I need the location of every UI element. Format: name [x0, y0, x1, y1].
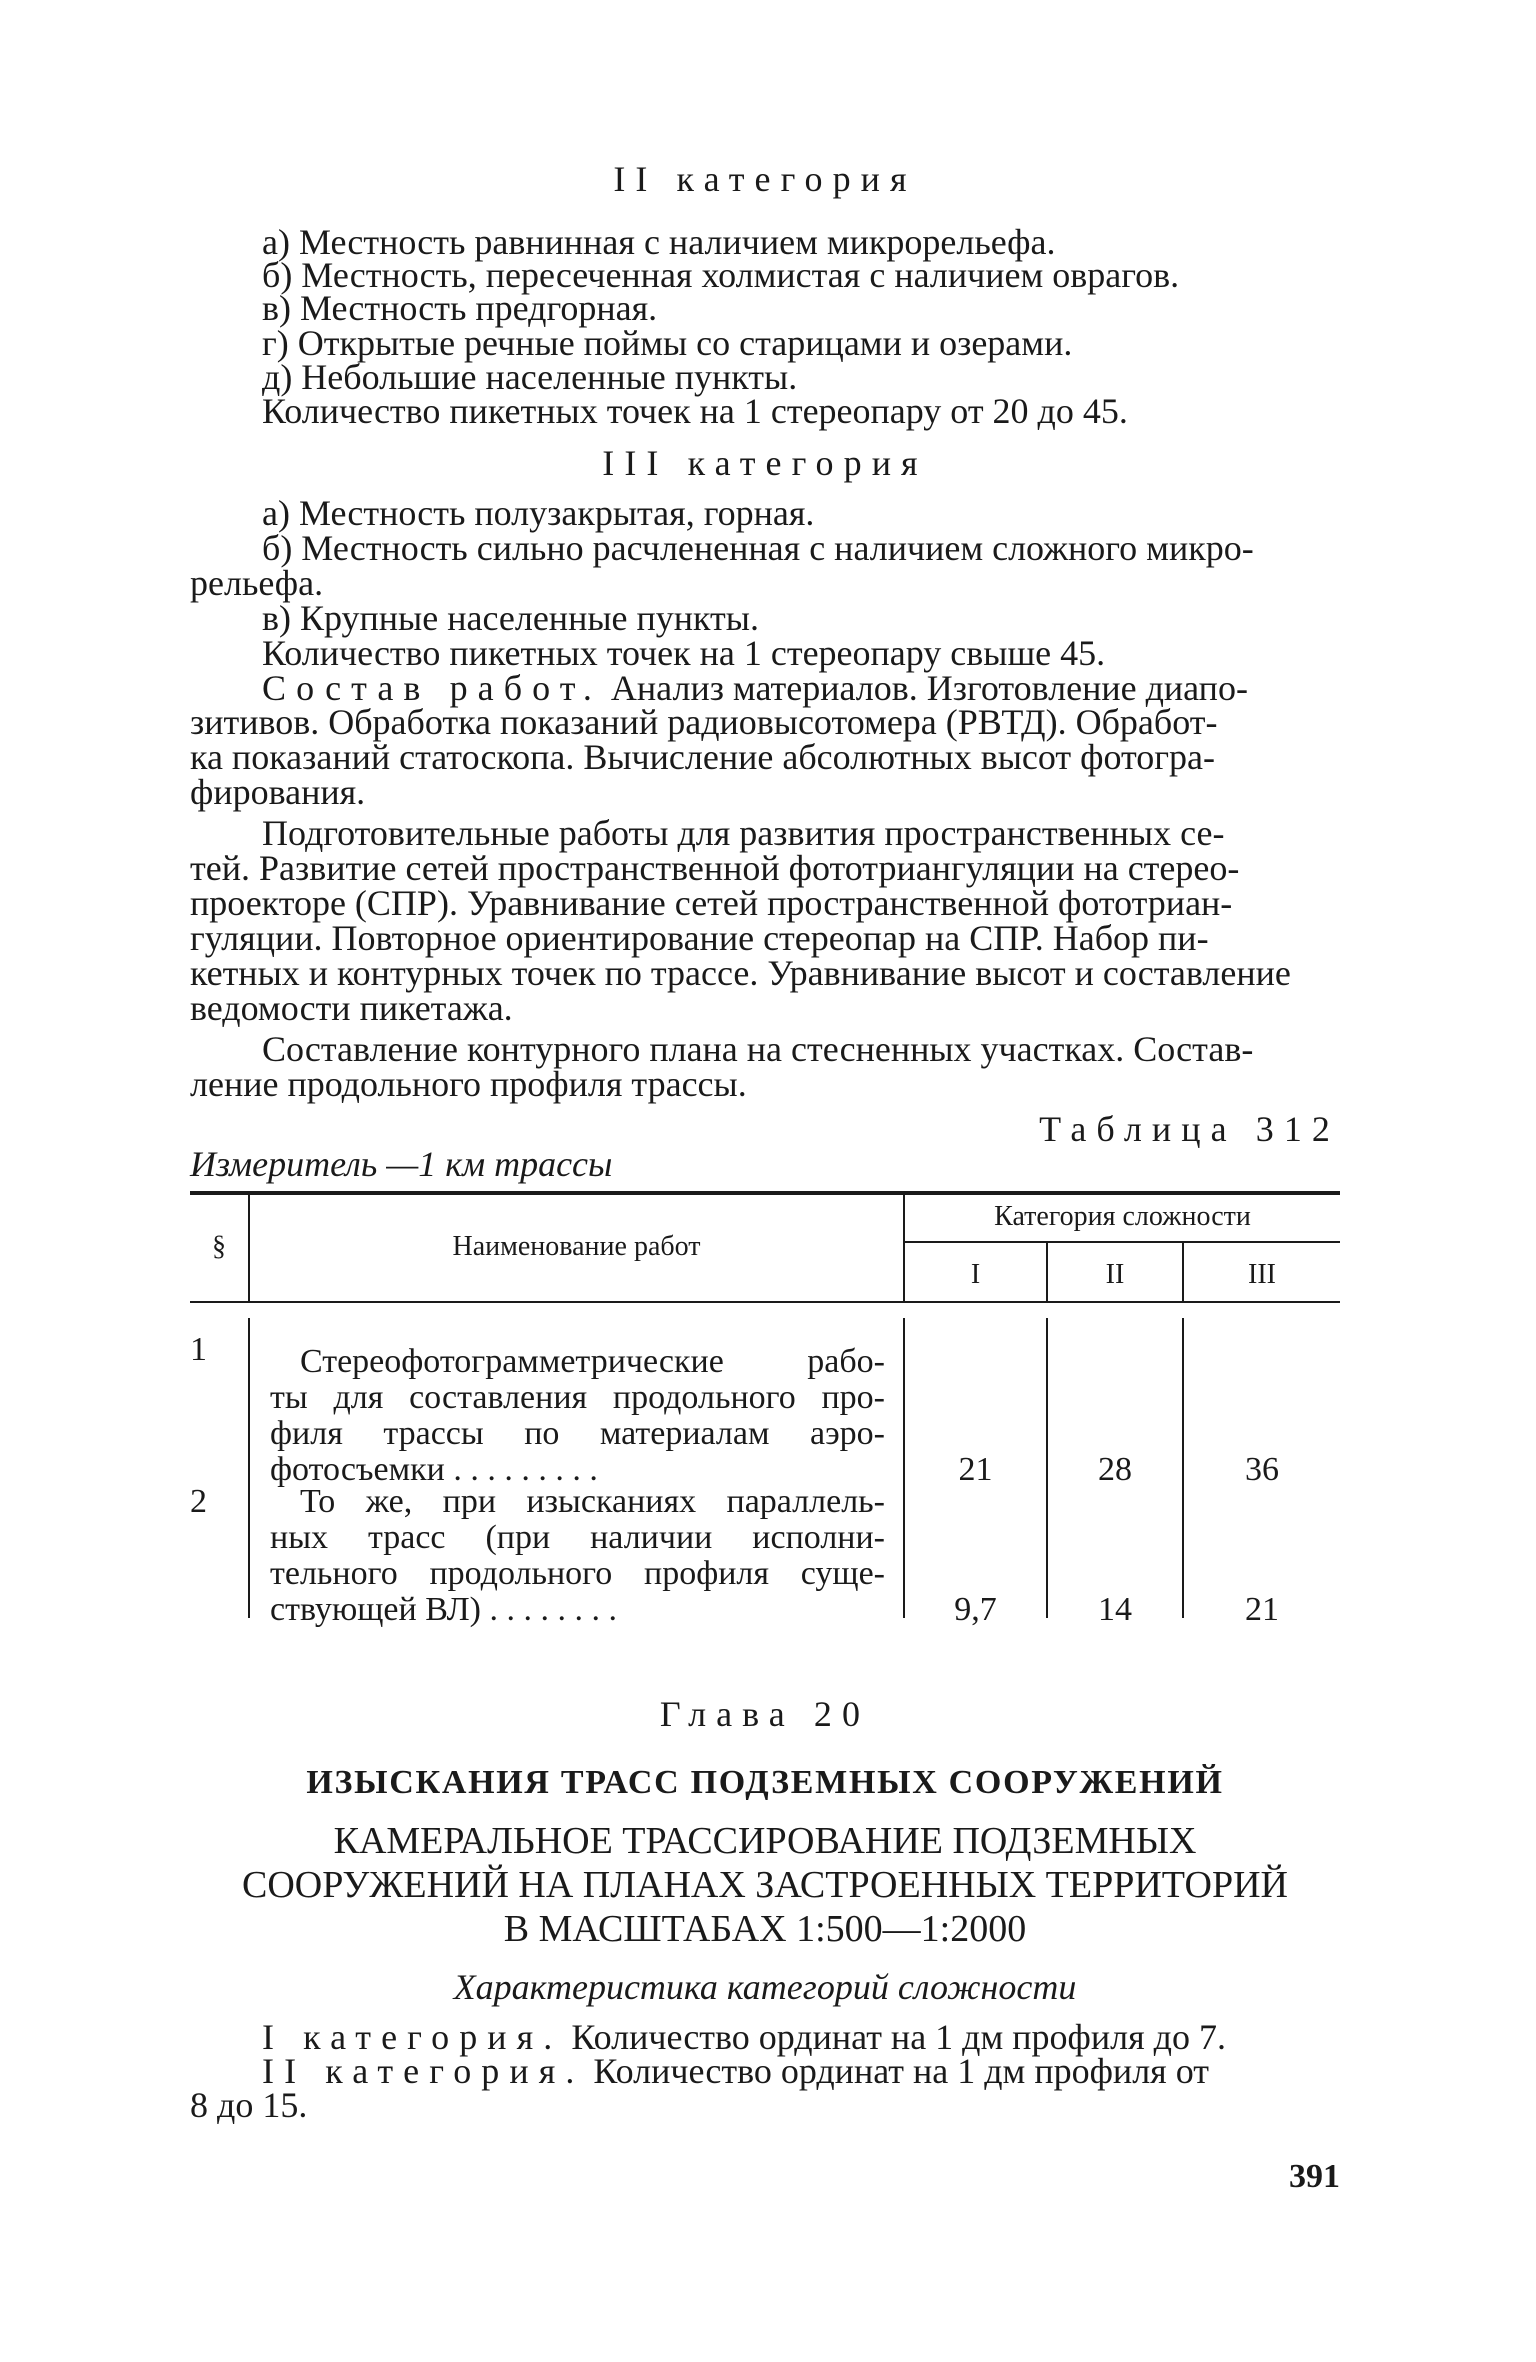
- row-text-line: фотосъемки . . . . . . . . .: [270, 1451, 598, 1488]
- table-vline: [248, 1318, 250, 1618]
- paragraph-line: Подготовительные работы для развития пространственных се-: [262, 813, 1225, 853]
- row-text-line: тельного продольного профиля суще-: [270, 1555, 885, 1592]
- section-iii-item: рельефа.: [190, 563, 324, 603]
- row-value-cat-ii: 28: [1098, 1451, 1132, 1488]
- work-composition-line: зитивов. Обработка показаний радиовысотомера (РВТД). Обработ-: [190, 702, 1218, 742]
- row-text-line: ты для составления продольного про-: [270, 1379, 885, 1416]
- table-group-rule: [903, 1241, 1340, 1243]
- work-composition-line: фирования.: [190, 772, 366, 812]
- section-ii-count: Количество пикетных точек на 1 стереопару от 20 до 45.: [262, 391, 1128, 431]
- section-ii-item: г) Открытые речные поймы со старицами и озерами.: [262, 323, 1073, 363]
- paragraph-line: тей. Развитие сетей пространственной фототриангуляции на стерео-: [190, 848, 1240, 888]
- table-measure: Измеритель —1 км трассы: [190, 1144, 613, 1184]
- category-i-text: Количество ординат на 1 дм профиля до 7.: [571, 2017, 1226, 2057]
- work-composition-text: Анализ материалов. Изготовление диапо-: [610, 668, 1248, 708]
- header-num: §: [212, 1231, 226, 1262]
- header-category-group: Категория сложности: [994, 1201, 1251, 1232]
- row-num: 2: [190, 1483, 207, 1520]
- table-caption: Таблица 312: [1039, 1109, 1340, 1149]
- row-text-line: Стереофотограмметрические рабо-: [300, 1343, 885, 1380]
- paragraph-line: ление продольного профиля трассы.: [190, 1064, 747, 1104]
- section-ii-item: б) Местность, пересеченная холмистая с наличием оврагов.: [262, 255, 1180, 295]
- section-ii-item: д) Небольшие населенные пункты.: [262, 357, 798, 397]
- header-name: Наименование работ: [452, 1231, 701, 1262]
- section-ii-item: а) Местность равнинная с наличием микрорельефа.: [262, 222, 1056, 262]
- section-iii-count: Количество пикетных точек на 1 стереопару свыше 45.: [262, 633, 1106, 673]
- paragraph-line: кетных и контурных точек по трассе. Уравнивание высот и составление: [190, 953, 1291, 993]
- section-ii-item: в) Местность предгорная.: [262, 288, 658, 328]
- category-i-label: I категория.: [262, 2017, 563, 2057]
- section-iii-title: III категория: [602, 443, 928, 483]
- row-text-line: ных трасс (при наличии исполни-: [270, 1519, 885, 1556]
- category-ii-label: II категория.: [262, 2051, 585, 2091]
- paragraph-line: Составление контурного плана на стесненных участках. Состав-: [262, 1029, 1254, 1069]
- header-cat-iii: III: [1248, 1259, 1276, 1290]
- row-value-cat-i: 9,7: [954, 1591, 997, 1628]
- row-value-cat-ii: 14: [1098, 1591, 1132, 1628]
- row-value-cat-iii: 36: [1245, 1451, 1279, 1488]
- row-text-line: ствующей ВЛ) . . . . . . . .: [270, 1591, 617, 1628]
- chapter-label: Глава 20: [659, 1694, 871, 1734]
- category-ii-line: [190, 2052, 1340, 2090]
- row-text-line: филя трассы по материалам аэро-: [270, 1415, 885, 1452]
- work-composition-label: Состав работ.: [262, 668, 602, 708]
- row-value-cat-i: 21: [958, 1451, 993, 1488]
- chapter-subtitle-line: В МАСШТАБАХ 1:500—1:2000: [503, 1908, 1027, 1950]
- row-value-cat-iii: 21: [1245, 1591, 1279, 1628]
- category-ii-text: Количество ординат на 1 дм профиля от: [593, 2051, 1209, 2091]
- row-num: 1: [190, 1331, 207, 1368]
- chapter-title: ИЗЫСКАНИЯ ТРАСС ПОДЗЕМНЫХ СООРУЖЕНИЙ: [306, 1764, 1224, 1801]
- document-page: [190, 0, 1340, 2362]
- work-composition-line: ка показаний статоскопа. Вычисление абсолютных высот фотогра-: [190, 737, 1215, 777]
- header-cat-i: I: [970, 1259, 981, 1290]
- section-iii-item: б) Местность сильно расчлененная с наличием сложного микро-: [262, 528, 1254, 568]
- page-number: 391: [1289, 2158, 1340, 2195]
- paragraph-line: гуляции. Повторное ориентирование стереопар на СПР. Набор пи-: [190, 918, 1209, 958]
- table-header-rule: [190, 1301, 1340, 1303]
- chapter-subtitle-line: КАМЕРАЛЬНОЕ ТРАССИРОВАНИЕ ПОДЗЕМНЫХ: [333, 1820, 1197, 1862]
- characteristic-heading: Характеристика категорий сложности: [453, 1967, 1077, 2007]
- chapter-subtitle-line: СООРУЖЕНИЙ НА ПЛАНАХ ЗАСТРОЕННЫХ ТЕРРИТОРИЙ: [242, 1864, 1288, 1906]
- header-cat-ii: II: [1105, 1259, 1125, 1290]
- section-iii-item: в) Крупные населенные пункты.: [262, 598, 759, 638]
- section-iii-item: а) Местность полузакрытая, горная.: [262, 493, 815, 533]
- paragraph-line: проекторе (СПР). Уравнивание сетей пространственной фототриан-: [190, 883, 1233, 923]
- table-top-rule: [190, 1191, 1340, 1195]
- work-table: [190, 1183, 1340, 1633]
- row-text-line: То же, при изысканиях параллель-: [300, 1483, 885, 1520]
- paragraph-line: ведомости пикетажа.: [190, 988, 513, 1028]
- section-ii-title: II категория: [613, 159, 917, 199]
- category-ii-tail: 8 до 15.: [190, 2085, 308, 2125]
